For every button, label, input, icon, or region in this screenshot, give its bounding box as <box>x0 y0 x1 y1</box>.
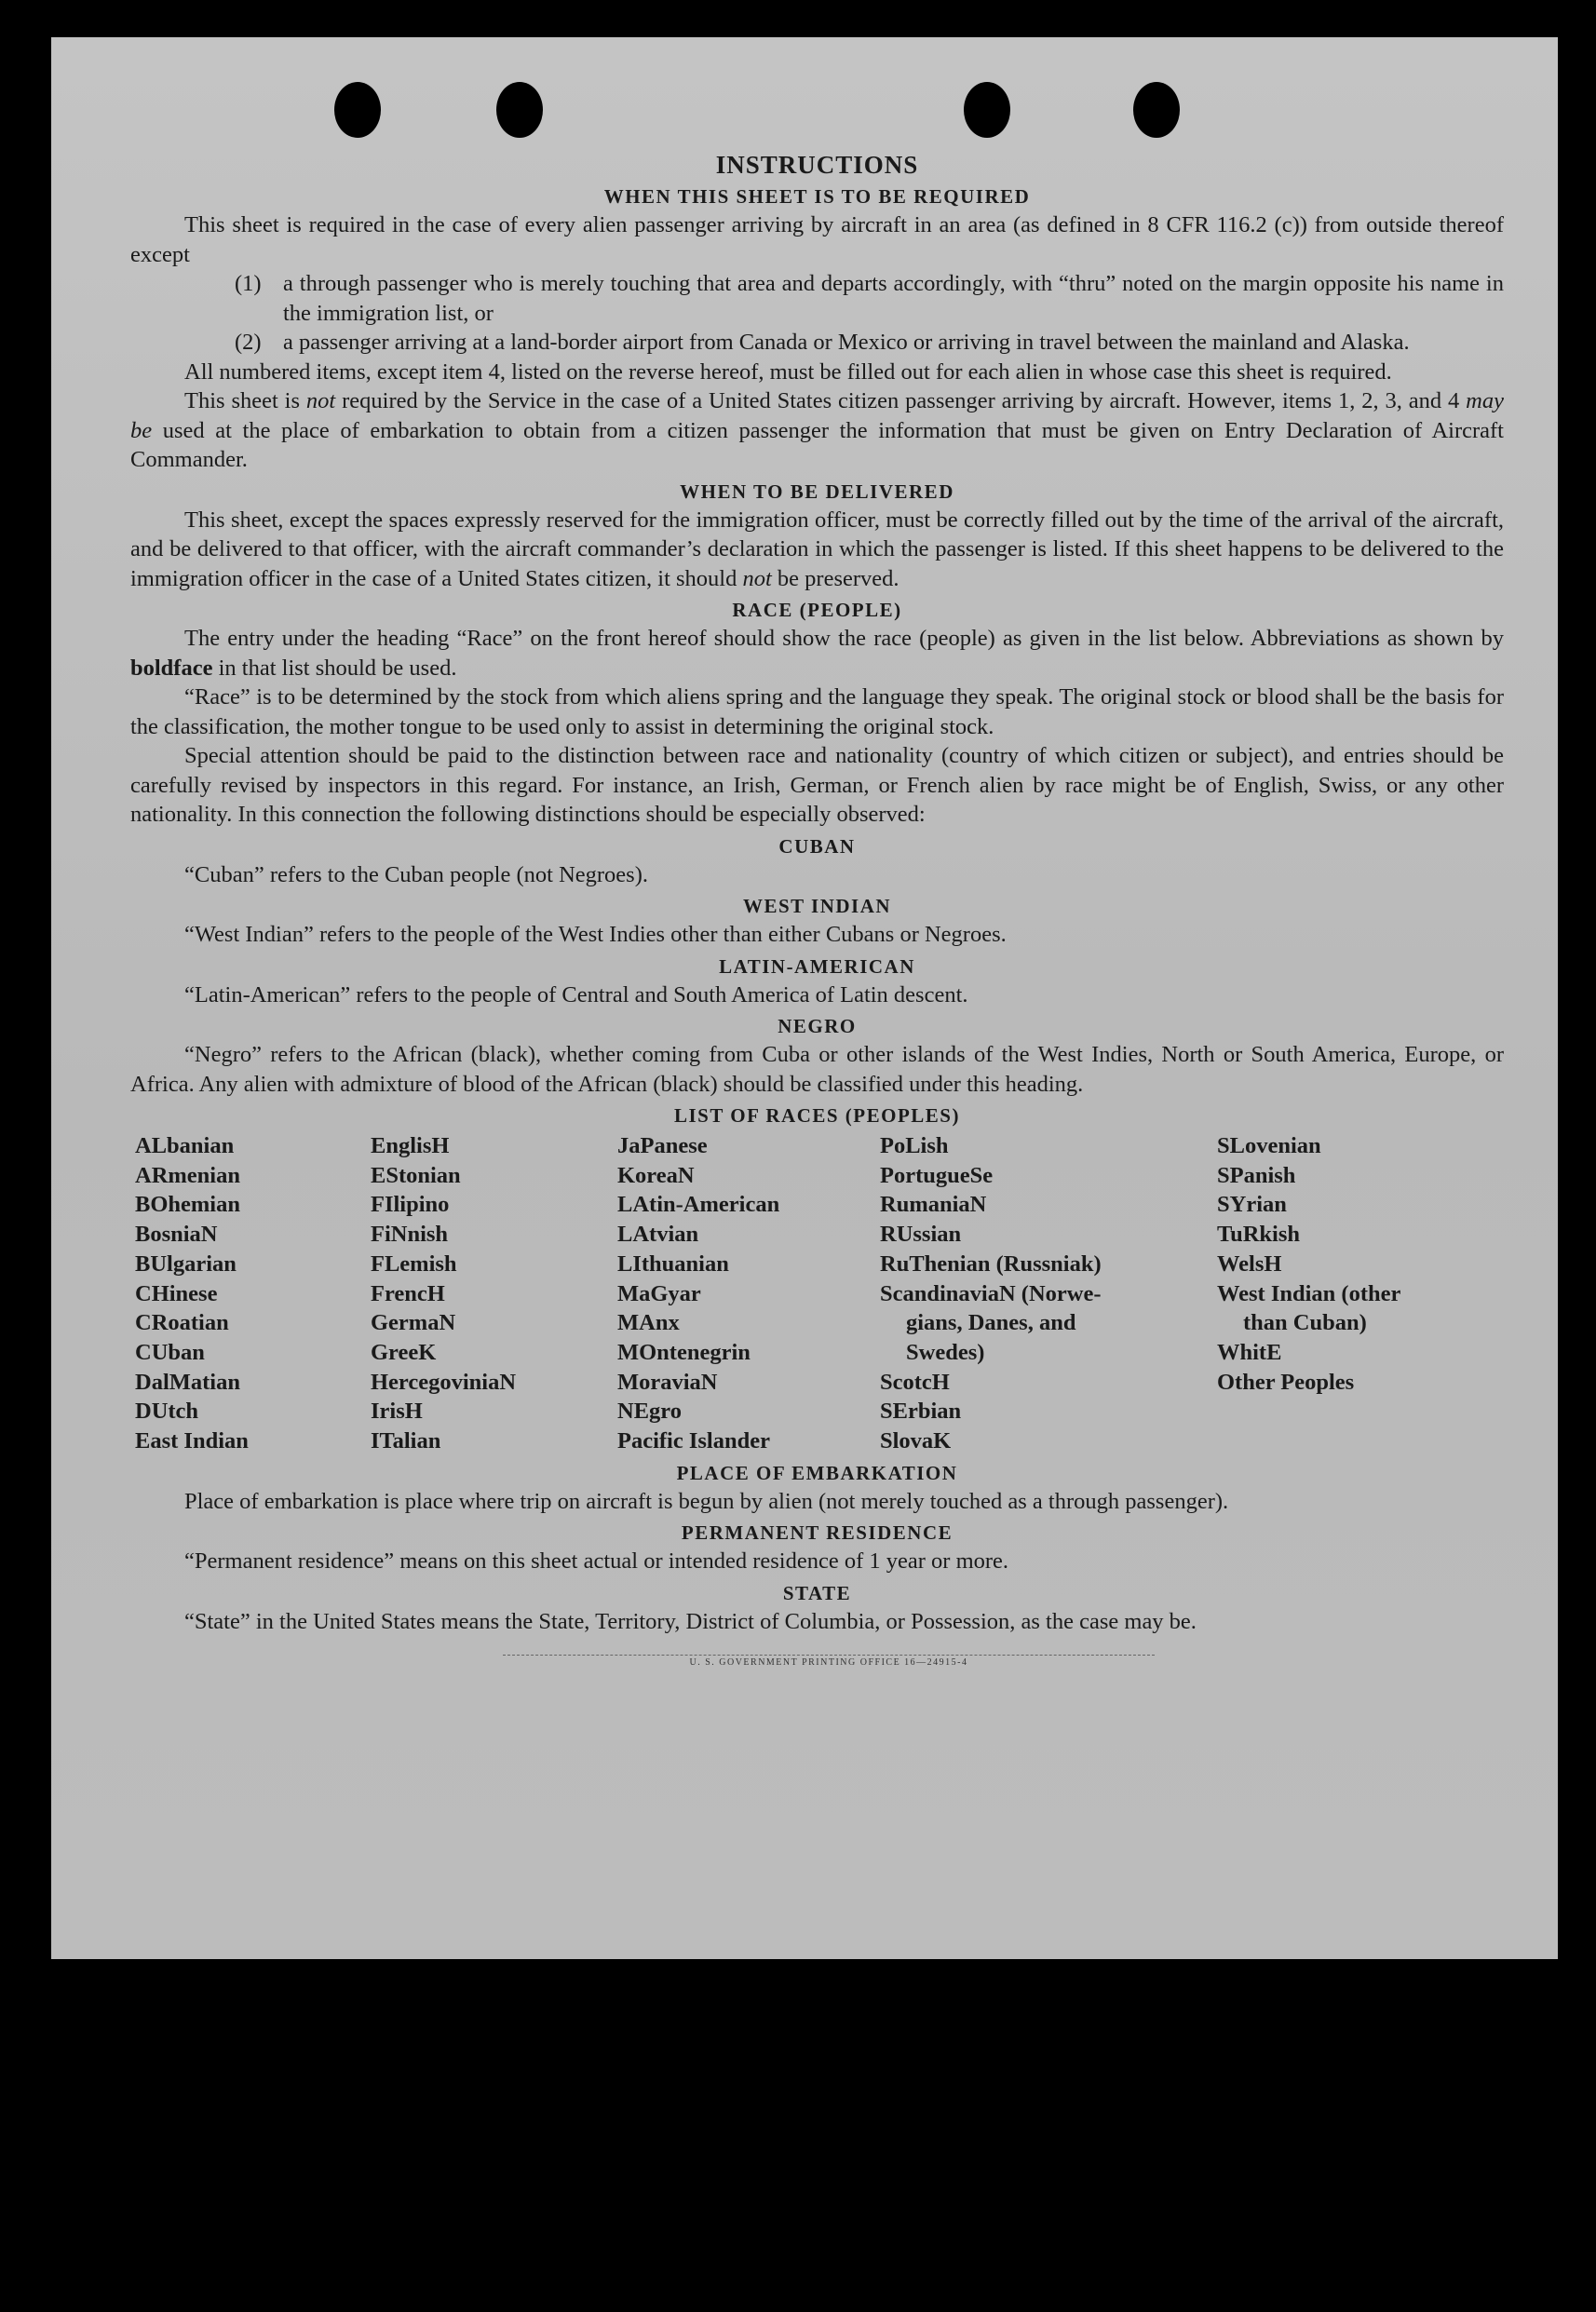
emphasis-text: may be <box>130 388 1504 443</box>
race-entry: MaGyar <box>617 1280 701 1306</box>
races-column <box>617 1131 880 1456</box>
list-item <box>130 328 1504 358</box>
section-heading-embarkation: PLACE OF EMBARKATION <box>676 1461 958 1484</box>
paragraph: “Race” is to be determined by the stock from which aliens spring and the language they speak. The original stock or blood shall be the basis for the classification, the mother tongue to be used only to assist in determining the original stock. <box>130 684 1504 739</box>
race-entry: PortugueSe <box>880 1162 994 1188</box>
text-run: used at the place of embarkation to obtain from a citizen passenger the information that must be given on Entry Declaration of Aircraft Commander. <box>130 417 1504 472</box>
races-column <box>1217 1131 1468 1456</box>
section-heading-race: RACE (PEOPLE) <box>732 599 902 621</box>
section-heading-delivered: WHEN TO BE DELIVERED <box>680 480 954 503</box>
race-entry: MOntenegrin <box>617 1339 751 1365</box>
race-entry: GreeK <box>371 1339 437 1365</box>
text-run: This sheet is <box>184 388 306 413</box>
race-entry: NEgro <box>617 1399 682 1425</box>
race-entry: EStonian <box>371 1162 461 1188</box>
section-heading-required: WHEN THIS SHEET IS TO BE REQUIRED <box>603 185 1031 208</box>
race-entry: KoreaN <box>617 1162 695 1188</box>
printer-imprint: U. S. GOVERNMENT PRINTING OFFICE 16—24915-4 <box>503 1655 1155 1668</box>
paragraph: This sheet is required in the case of every alien passenger arriving by aircraft in an area (as defined in 8 CFR 116.2 (c)) from outside thereof except <box>130 212 1504 267</box>
section-heading-cuban: CUBAN <box>778 834 856 858</box>
race-entry: FiNnish <box>371 1222 449 1248</box>
race-entry: CRoatian <box>135 1310 229 1336</box>
race-entry: TuRkish <box>1217 1222 1301 1248</box>
race-entry: DalMatian <box>135 1369 240 1395</box>
text-run: required by the Service in the case of a United States citizen passenger arriving by aircraft. However, items 1, 2, 3, and 4 <box>335 388 1467 413</box>
race-entry: SlovaK <box>880 1428 952 1454</box>
list-item-number: (2) <box>235 330 262 355</box>
races-list <box>130 1131 1504 1456</box>
paragraph: Special attention should be paid to the distinction between race and nationality (country of which citizen or subject), and entries should be carefully revised by inspectors in this regard. For instance, an Irish, German, or French alien by race might be of English, Swiss, or any other nationality. In this connection the following distinctions should be especially observed: <box>130 743 1504 827</box>
race-entry: FLemish <box>371 1251 457 1277</box>
section-heading-latin-american: LATIN-AMERICAN <box>719 954 915 978</box>
paragraph <box>130 624 1504 683</box>
text-run: be preserved. <box>771 565 899 591</box>
race-entry: ScandinaviaN (Norwe- <box>880 1280 1102 1306</box>
race-entry: GermaN <box>371 1310 456 1336</box>
paragraph: “State” in the United States means the State, Territory, District of Columbia, or Possession, as the case may be. <box>184 1608 1197 1634</box>
race-entry: WhitE <box>1217 1339 1282 1365</box>
race-entry: MoraviaN <box>617 1369 718 1395</box>
paragraph <box>130 386 1504 475</box>
race-entry: East Indian <box>135 1428 249 1454</box>
race-entry: CUban <box>135 1339 205 1365</box>
race-entry: SYrian <box>1217 1192 1287 1218</box>
race-entry: MAnx <box>617 1310 680 1336</box>
document-sheet <box>51 37 1558 1959</box>
race-entry: ALbanian <box>135 1133 235 1158</box>
race-entry: CHinese <box>135 1280 218 1306</box>
race-entry: SPanish <box>1217 1162 1296 1188</box>
race-entry: Pacific Islander <box>617 1428 770 1454</box>
races-column <box>371 1131 617 1456</box>
section-heading-west-indian: WEST INDIAN <box>742 895 892 917</box>
document-body <box>130 114 1504 1668</box>
section-heading-state: STATE <box>782 1581 852 1604</box>
race-entry: JaPanese <box>617 1133 708 1158</box>
race-entry: LAtvian <box>617 1222 699 1248</box>
race-entry: LAtin-American <box>617 1192 780 1218</box>
paragraph: Place of embarkation is place where trip on aircraft is begun by alien (not merely touched as a through passenger). <box>184 1488 1229 1514</box>
race-entry: ITalian <box>371 1428 441 1454</box>
race-entry: LIthuanian <box>617 1251 729 1277</box>
race-entry: RUssian <box>880 1222 962 1248</box>
race-entry: gians, Danes, and <box>906 1310 1076 1336</box>
race-entry: BosniaN <box>135 1222 218 1248</box>
paragraph <box>130 506 1504 594</box>
race-entry: Swedes) <box>906 1339 985 1365</box>
race-entry: BOhemian <box>135 1192 240 1218</box>
race-entry: PoLish <box>880 1133 949 1158</box>
race-entry: RumaniaN <box>880 1192 987 1218</box>
bold-text: boldface <box>130 655 213 681</box>
race-entry: ScotcH <box>880 1369 950 1395</box>
text-run: This sheet, except the spaces expressly reserved for the immigration officer, must be correctly filled out by the time of the arrival of the aircraft, and be delivered to that officer, with the aircraft commander’s declaration in which the passenger is listed. If this sheet happens to be delivered to the immigration officer in the case of a United States citizen, it should <box>130 507 1504 591</box>
paragraph: “Negro” refers to the African (black), whether coming from Cuba or other islands of the West Indies, North or South America, Europe, or Africa. Any alien with admixture of blood of the African (black) should be classified under this heading. <box>130 1042 1504 1097</box>
race-entry: EnglisH <box>371 1133 450 1158</box>
race-entry: IrisH <box>371 1399 423 1425</box>
text-run: The entry under the heading “Race” on the front hereof should show the race (people) as given in the list below. Abbreviations as shown by <box>184 626 1504 651</box>
section-heading-negro: NEGRO <box>778 1015 857 1037</box>
paragraph: “Latin-American” refers to the people of Central and South America of Latin descent. <box>184 981 968 1007</box>
section-heading-residence: PERMANENT RESIDENCE <box>681 1521 954 1545</box>
race-entry: ARmenian <box>135 1162 240 1188</box>
paragraph: “Cuban” refers to the Cuban people (not Negroes). <box>184 861 648 887</box>
races-column <box>880 1131 1217 1456</box>
race-entry: WelsH <box>1217 1251 1282 1277</box>
race-entry: West Indian (other <box>1217 1280 1401 1306</box>
emphasis-text: not <box>305 388 336 413</box>
paragraph: All numbered items, except item 4, listed on the reverse hereof, must be filled out for each alien in whose case this sheet is required. <box>184 358 1392 385</box>
race-entry: RuThenian (Russniak) <box>880 1251 1102 1277</box>
races-column <box>130 1131 371 1456</box>
race-entry: SErbian <box>880 1399 962 1425</box>
race-entry: FrencH <box>371 1280 445 1306</box>
paragraph: “West Indian” refers to the people of the West Indies other than either Cubans or Negroes. <box>184 922 1007 947</box>
paragraph: “Permanent residence” means on this sheet actual or intended residence of 1 year or more. <box>184 1548 1009 1575</box>
list-item-text: a through passenger who is merely touching that area and departs accordingly, with “thru” noted on the margin opposite his name in the immigration list, or <box>283 271 1504 326</box>
text-run: in that list should be used. <box>212 655 457 681</box>
race-entry: HercegoviniaN <box>371 1369 517 1395</box>
race-entry: DUtch <box>135 1399 199 1425</box>
page-title: INSTRUCTIONS <box>715 151 919 179</box>
race-entry: SLovenian <box>1217 1133 1321 1158</box>
list-item <box>130 269 1504 328</box>
race-entry: Other Peoples <box>1217 1369 1355 1395</box>
race-entry: FIlipino <box>371 1192 450 1218</box>
race-entry: BUlgarian <box>135 1251 237 1277</box>
list-item-number: (1) <box>235 271 262 296</box>
race-entry: than Cuban) <box>1243 1310 1367 1336</box>
emphasis-text: not <box>742 565 772 591</box>
section-heading-races-list: LIST OF RACES (PEOPLES) <box>674 1104 960 1127</box>
list-item-text: a passenger arriving at a land-border airport from Canada or Mexico or arriving in travel between the mainland and Alaska. <box>283 330 1410 355</box>
